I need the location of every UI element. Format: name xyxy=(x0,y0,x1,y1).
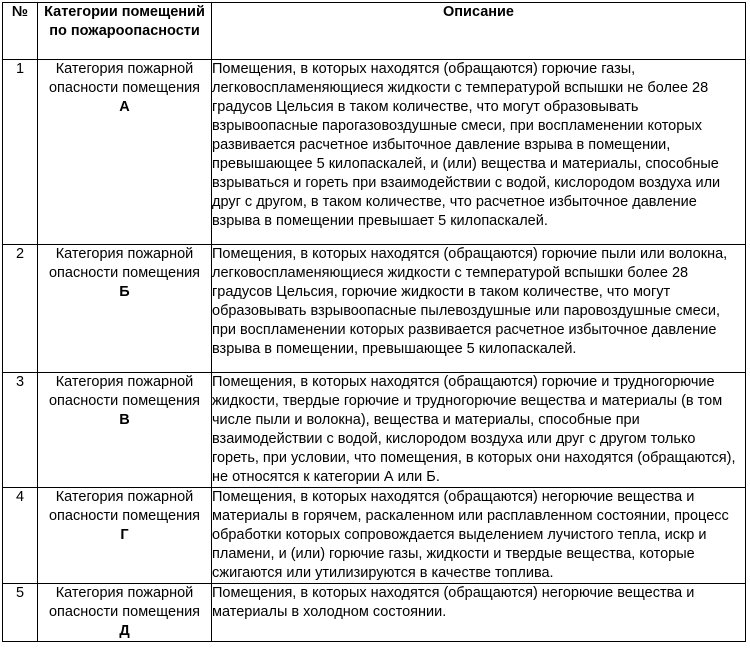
category-label: Категория пожарной опасности помещения xyxy=(48,61,201,96)
category-letter: А xyxy=(119,99,130,115)
row-number: 3 xyxy=(3,373,38,488)
table-row xyxy=(3,584,746,642)
row-category xyxy=(38,60,212,245)
header-number: № xyxy=(3,3,38,60)
category-label: Категория пожарной опасности помещения xyxy=(48,374,201,409)
fire-category-table xyxy=(2,2,746,642)
row-number: 4 xyxy=(3,488,38,584)
table-header-row xyxy=(3,3,746,60)
table-row xyxy=(3,488,746,584)
row-number: 5 xyxy=(3,584,38,642)
header-description: Описание xyxy=(212,3,746,60)
row-category xyxy=(38,488,212,584)
category-label: Категория пожарной опасности помещения xyxy=(48,489,201,524)
row-number: 1 xyxy=(3,60,38,245)
header-category: Категории помещений по пожароопасности xyxy=(38,3,212,60)
row-number: 2 xyxy=(3,245,38,373)
row-category xyxy=(38,245,212,373)
category-letter: Г xyxy=(120,527,129,543)
table-row xyxy=(3,60,746,245)
row-description: Помещения, в которых находятся (обращаются) негорючие вещества и материалы в горячем, раскаленном или расплавленном состоянии, процесс обработки которых сопровождается выделением лучистого тепла, искр и пламени, и (или) горючие газы, жидкости и твердые вещества, которые сжигаются или утилизируются в качестве топлива. xyxy=(212,488,746,584)
row-description: Помещения, в которых находятся (обращаются) негорючие вещества и материалы в холодном состоянии. xyxy=(212,584,746,642)
category-label: Категория пожарной опасности помещения xyxy=(48,585,201,620)
row-description: Помещения, в которых находятся (обращаются) горючие и трудногорючие жидкости, твердые горючие и трудногорючие вещества и материалы (в том числе пыли и волокна), вещества и материалы, способные при взаимодействии с водой, кислородом воздуха или друг с другом только гореть, при условии, что помещения, в которых они находятся (обращаются), не относятся к категории А или Б. xyxy=(212,373,746,488)
row-category xyxy=(38,373,212,488)
row-description: Помещения, в которых находятся (обращаются) горючие пыли или волокна, легковоспламеняющиеся жидкости с температурой вспышки более 28 градусов Цельсия, горючие жидкости в таком количестве, что могут образовывать взрывоопасные пылевоздушные или паровоздушные смеси, при воспламенении которых развивается расчетное избыточное давление взрыва в помещении, превышающее 5 килопаскалей. xyxy=(212,245,746,373)
category-letter: Д xyxy=(119,623,130,639)
category-letter: В xyxy=(119,412,130,428)
category-label: Категория пожарной опасности помещения xyxy=(48,246,201,281)
table-row xyxy=(3,245,746,373)
category-letter: Б xyxy=(119,284,130,300)
row-description: Помещения, в которых находятся (обращаются) горючие газы, легковоспламеняющиеся жидкости с температурой вспышки не более 28 градусов Цельсия в таком количестве, что могут образовывать взрывоопасные парогазовоздушные смеси, при воспламенении которых развивается расчетное избыточное давление взрыва в помещении, превышающее 5 килопаскалей, и (или) вещества и материалы, способные взрываться и гореть при взаимодействии с водой, кислородом воздуха или друг с другом, в таком количестве, что расчетное избыточное давление взрыва в помещении превышает 5 килопаскалей. xyxy=(212,60,746,245)
table-row xyxy=(3,373,746,488)
row-category xyxy=(38,584,212,642)
